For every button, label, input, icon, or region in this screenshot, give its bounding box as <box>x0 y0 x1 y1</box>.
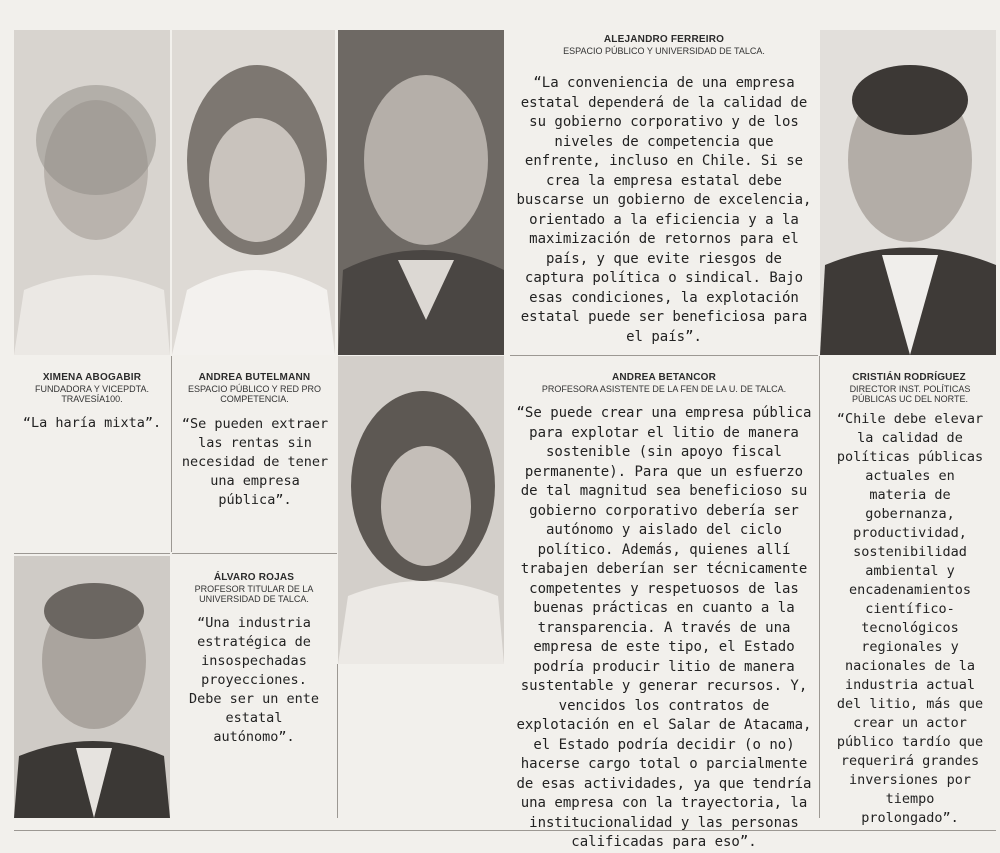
role-andrea-butelmann: ESPACIO PÚBLICO Y RED PRO COMPETENCIA. <box>187 384 322 404</box>
photo-andrea-betancor <box>338 356 504 664</box>
quote-ximena-abogabir: “La haría mixta”. <box>22 415 162 431</box>
photo-alejandro-ferreiro <box>338 30 504 355</box>
name-andrea-butelmann: ANDREA BUTELMANN <box>198 372 311 383</box>
name-ximena-abogabir: XIMENA ABOGABIR <box>42 372 142 383</box>
divider <box>171 356 172 552</box>
name-alvaro-rojas: ÁLVARO ROJAS <box>213 572 295 583</box>
divider <box>819 356 820 818</box>
quote-andrea-betancor: “Se puede crear una empresa pública para explotar el litio de manera sostenible (sin apoyo fiscal permanente). Para que un esfuerzo de tal magnitud sea beneficioso su gobierno corporativo debería ser autónomo y aislado del ciclo político. Además, quienes allí trabajen deberían ser técnicamente competentes y respetuosos de las buenas prácticas en cuanto a la transparencia. A través de una empresa de este tipo, el Estado podría producir litio de manera sustentable y generar recursos. Y, vencidos los contratos de explotación en el Salar de Atacama, el Estado podría decidir (o no) hacerse cargo total o parcialmente de esas actividades, ya que tendría una empresa con la trayectoria, la institucionalidad y las personas calificadas para eso”. <box>516 405 812 850</box>
photo-alvaro-rojas <box>14 556 170 818</box>
role-andrea-betancor: PROFESORA ASISTENTE DE LA FEN DE LA U. DE TALCA. <box>541 384 787 394</box>
quote-cristian-rodriguez: “Chile debe elevar la calidad de políticas públicas actuales en materia de gobernanza, productividad, sostenibilidad ambiental y encadenamientos científico-tecnológicos regionales y nacionales de la industria actual del litio, más que crear un actor público tardío que requerirá grandes inversiones por tiempo prolongado”. <box>836 411 984 826</box>
divider <box>510 355 818 356</box>
role-ximena-abogabir: FUNDADORA Y VICEPDTA. TRAVESÍA100. <box>34 384 150 404</box>
divider <box>172 553 337 554</box>
photo-andrea-butelmann <box>172 30 335 355</box>
divider <box>14 553 170 554</box>
quote-alejandro-ferreiro: “La conveniencia de una empresa estatal dependerá de la calidad de su gobierno corporativo y de los niveles de competencia que enfrente, incluso en Chile. Si se crea la empresa estatal debe buscarse un gobierno de excelencia, orientado a la eficiencia y a la maximización de retornos para el país, y que evite riesgos de captura política o sindical. Bajo esas condiciones, la explotación estatal puede ser beneficiosa para el país”. <box>516 75 812 345</box>
divider <box>337 664 338 818</box>
name-alejandro-ferreiro: ALEJANDRO FERREIRO <box>603 34 725 45</box>
quote-alvaro-rojas: “Una industria estratégica de insospechadas proyecciones. Debe ser un ente estatal autónomo”. <box>188 615 320 745</box>
role-cristian-rodriguez: DIRECTOR INST. POLÍTICAS PÚBLICAS UC DEL NORTE. <box>849 384 971 404</box>
photo-cristian-rodriguez <box>820 30 996 355</box>
role-alvaro-rojas: PROFESOR TITULAR DE LA UNIVERSIDAD DE TALCA. <box>194 584 314 604</box>
name-andrea-betancor: ANDREA BETANCOR <box>611 372 717 383</box>
divider <box>14 830 996 831</box>
name-cristian-rodriguez: CRISTIÁN RODRÍGUEZ <box>852 372 966 383</box>
role-alejandro-ferreiro: ESPACIO PÚBLICO Y UNIVERSIDAD DE TALCA. <box>563 46 765 56</box>
photo-ximena-abogabir <box>14 30 170 355</box>
quote-andrea-butelmann: “Se pueden extraer las rentas sin necesidad de tener una empresa pública”. <box>181 416 329 508</box>
